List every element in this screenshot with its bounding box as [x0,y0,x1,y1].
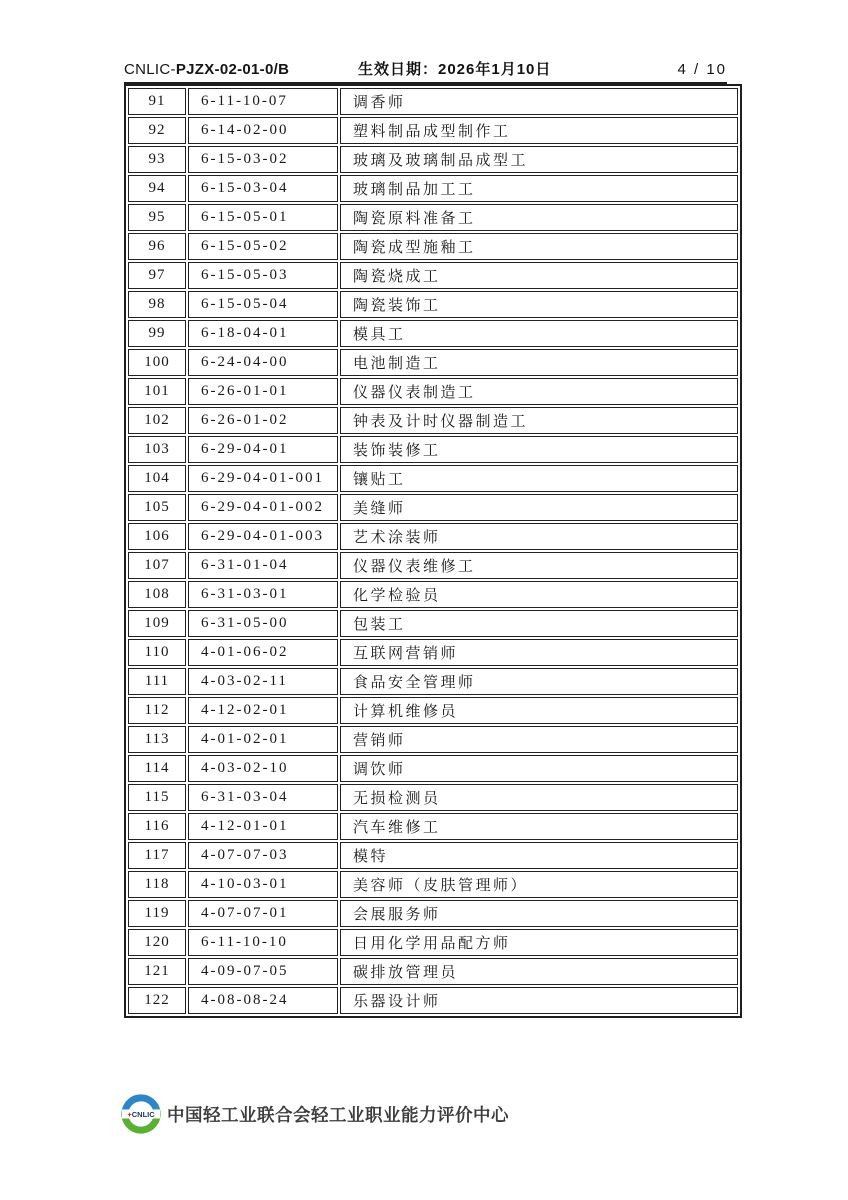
row-number: 112 [128,697,186,724]
occupation-code: 6-15-05-02 [188,233,338,260]
row-number: 118 [128,871,186,898]
table-row [128,610,738,637]
row-number: 121 [128,958,186,985]
occupation-code: 6-11-10-10 [188,929,338,956]
occupation-code: 6-29-04-01-003 [188,523,338,550]
page-footer [121,1094,509,1134]
logo-acronym: CNLIC [131,1110,155,1119]
table-row [128,494,738,521]
row-number: 91 [128,88,186,115]
table-row [128,233,738,260]
page-header [124,58,727,84]
table-row [128,349,738,376]
table-row [128,958,738,985]
table-row [128,117,738,144]
row-number: 97 [128,262,186,289]
occupation-name: 调饮师 [340,755,738,782]
document-code-prefix: CNLIC- [124,61,176,78]
organization-name: 中国轻工业联合会轻工业职业能力评价中心 [167,1104,509,1125]
occupation-table [124,84,742,1018]
row-number: 107 [128,552,186,579]
occupation-name: 计算机维修员 [340,697,738,724]
row-number: 113 [128,726,186,753]
table-row [128,407,738,434]
occupation-code: 4-03-02-11 [188,668,338,695]
table-row [128,378,738,405]
row-number: 103 [128,436,186,463]
cnlic-logo-icon [121,1094,161,1134]
row-number: 111 [128,668,186,695]
occupation-code: 6-15-05-04 [188,291,338,318]
table-row [128,639,738,666]
occupation-code: 4-09-07-05 [188,958,338,985]
table-row [128,784,738,811]
row-number: 110 [128,639,186,666]
table-row [128,465,738,492]
occupation-code: 4-12-01-01 [188,813,338,840]
row-number: 102 [128,407,186,434]
occupation-name: 互联网营销师 [340,639,738,666]
table-row [128,523,738,550]
occupation-name: 陶瓷原料准备工 [340,204,738,231]
row-number: 119 [128,900,186,927]
occupation-name: 日用化学用品配方师 [340,929,738,956]
row-number: 98 [128,291,186,318]
table-row [128,320,738,347]
occupation-name: 会展服务师 [340,900,738,927]
document-code-main: PJZX-02-01-0/B [175,61,290,78]
occupation-code: 4-08-08-24 [188,987,338,1014]
table-row [128,581,738,608]
occupation-name: 无损检测员 [340,784,738,811]
row-number: 104 [128,465,186,492]
row-number: 95 [128,204,186,231]
occupation-code: 6-31-03-04 [188,784,338,811]
occupation-code: 6-31-01-04 [188,552,338,579]
occupation-code: 6-15-05-01 [188,204,338,231]
row-number: 109 [128,610,186,637]
occupation-code: 6-15-03-02 [188,146,338,173]
row-number: 120 [128,929,186,956]
logo-text [127,1110,155,1119]
occupation-code: 6-31-03-01 [188,581,338,608]
table-row [128,262,738,289]
occupation-name: 营销师 [340,726,738,753]
table-row [128,813,738,840]
occupation-code: 4-12-02-01 [188,697,338,724]
table-row [128,291,738,318]
occupation-code: 4-01-06-02 [188,639,338,666]
row-number: 101 [128,378,186,405]
occupation-name: 仪器仪表维修工 [340,552,738,579]
occupation-name: 电池制造工 [340,349,738,376]
occupation-code: 6-26-01-01 [188,378,338,405]
row-number: 122 [128,987,186,1014]
occupation-code: 6-29-04-01-001 [188,465,338,492]
table-row [128,146,738,173]
row-number: 105 [128,494,186,521]
row-number: 100 [128,349,186,376]
occupation-name: 陶瓷装饰工 [340,291,738,318]
table-row [128,697,738,724]
row-number: 93 [128,146,186,173]
occupation-name: 美容师（皮肤管理师） [340,871,738,898]
occupation-name: 玻璃制品加工工 [340,175,738,202]
row-number: 116 [128,813,186,840]
table-row [128,668,738,695]
occupation-code: 6-26-01-02 [188,407,338,434]
occupation-code: 6-18-04-01 [188,320,338,347]
occupation-name: 镶贴工 [340,465,738,492]
table-row [128,436,738,463]
occupation-name: 包装工 [340,610,738,637]
occupation-name: 化学检验员 [340,581,738,608]
row-number: 96 [128,233,186,260]
occupation-name: 陶瓷烧成工 [340,262,738,289]
occupation-name: 钟表及计时仪器制造工 [340,407,738,434]
occupation-name: 碳排放管理员 [340,958,738,985]
occupation-code: 6-29-04-01-002 [188,494,338,521]
table-row [128,552,738,579]
row-number: 99 [128,320,186,347]
occupation-code: 4-07-07-01 [188,900,338,927]
occupation-table-body [128,88,738,1014]
occupation-code: 6-15-05-03 [188,262,338,289]
occupation-name: 调香师 [340,88,738,115]
document-code [124,61,358,78]
occupation-code: 4-10-03-01 [188,871,338,898]
occupation-name: 美缝师 [340,494,738,521]
occupation-code: 4-03-02-10 [188,755,338,782]
occupation-code: 6-31-05-00 [188,610,338,637]
table-row [128,175,738,202]
occupation-name: 仪器仪表制造工 [340,378,738,405]
occupation-name: 陶瓷成型施釉工 [340,233,738,260]
table-row [128,755,738,782]
table-row [128,929,738,956]
row-number: 115 [128,784,186,811]
occupation-code: 4-07-07-03 [188,842,338,869]
occupation-code: 6-11-10-07 [188,88,338,115]
table-row [128,726,738,753]
table-row [128,987,738,1014]
occupation-name: 塑料制品成型制作工 [340,117,738,144]
row-number: 92 [128,117,186,144]
occupation-name: 汽车维修工 [340,813,738,840]
table-row [128,88,738,115]
occupation-name: 模特 [340,842,738,869]
row-number: 94 [128,175,186,202]
table-row [128,842,738,869]
occupation-name: 玻璃及玻璃制品成型工 [340,146,738,173]
table-row [128,204,738,231]
row-number: 114 [128,755,186,782]
effective-date: 生效日期：2026年1月10日 [358,61,552,78]
occupation-name: 模具工 [340,320,738,347]
page-number: 4 / 10 [677,61,727,78]
row-number: 106 [128,523,186,550]
occupation-code: 4-01-02-01 [188,726,338,753]
table-row [128,900,738,927]
occupation-code: 6-14-02-00 [188,117,338,144]
occupation-name: 艺术涂装师 [340,523,738,550]
occupation-name: 装饰装修工 [340,436,738,463]
occupation-code: 6-29-04-01 [188,436,338,463]
occupation-code: 6-24-04-00 [188,349,338,376]
occupation-name: 食品安全管理师 [340,668,738,695]
occupation-code: 6-15-03-04 [188,175,338,202]
row-number: 108 [128,581,186,608]
table-row [128,871,738,898]
row-number: 117 [128,842,186,869]
occupation-name: 乐器设计师 [340,987,738,1014]
logo-plus-sign: + [127,1110,132,1119]
